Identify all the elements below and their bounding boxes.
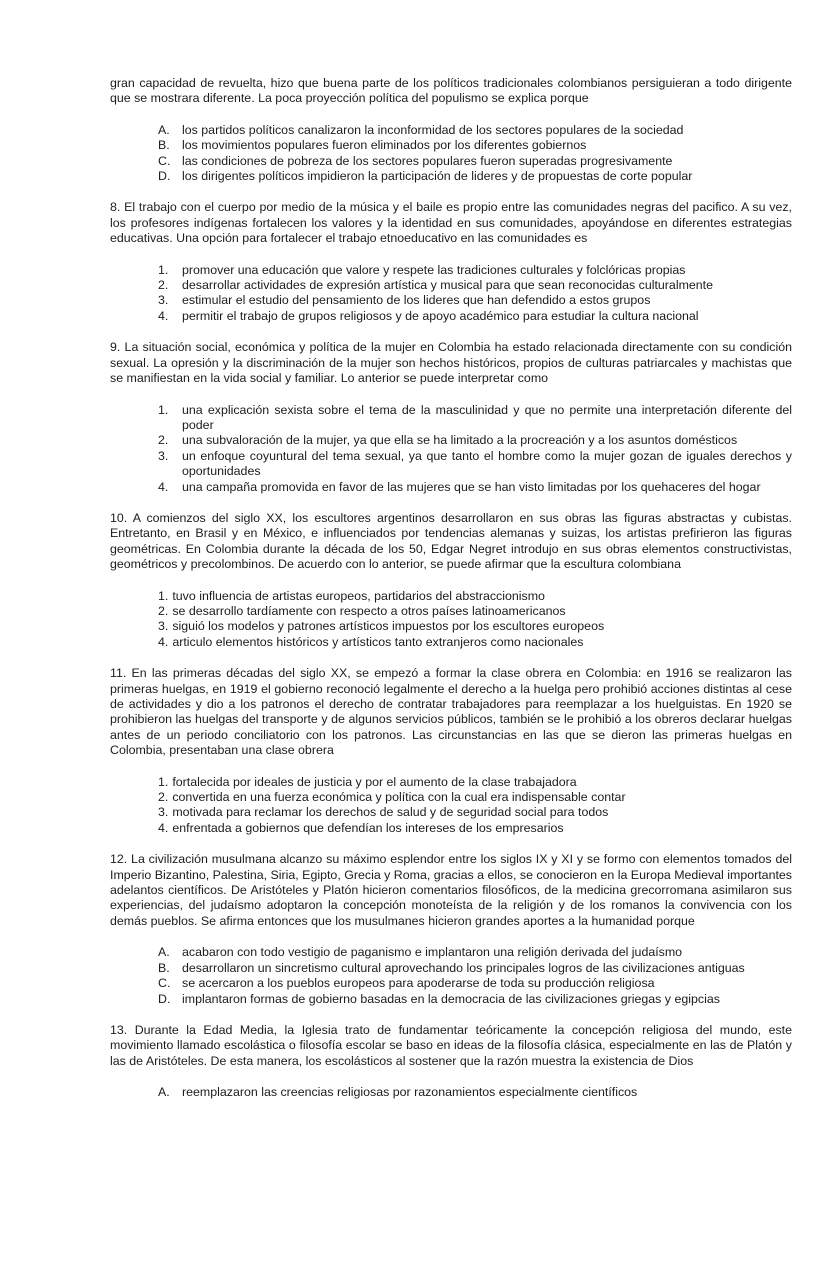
option-label: 1. [158, 774, 169, 789]
option-3 [158, 449, 792, 480]
option-label: D. [158, 991, 171, 1006]
option-c [158, 976, 792, 991]
option-label: 4. [158, 479, 169, 494]
option-text: promover una educación que valore y respete las tradiciones culturales y folclóricas propias [182, 262, 686, 277]
option-3 [158, 805, 792, 820]
option-label: 3. [158, 619, 169, 634]
option-text: una subvaloración de la mujer, ya que ella se ha limitado a la procreación y a los asuntos domésticos [182, 433, 738, 448]
option-label: 1. [158, 402, 169, 417]
option-4 [158, 309, 792, 324]
question-11: 11. En las primeras décadas del siglo XX, se empezó a formar la clase obrera en Colombia: en 1916 se realizaron las primeras huelgas, en 1919 el gobierno reconoció legalmente el derecho a la huelga pero prohibió acciones distintas al cese de actividades y dio a los patronos el derecho de contratar trabajadores para reemplazar a los huelguistas. En 1920 se prohibieron las huelgas del transporte y de algunos servicios públicos, también se le prohibió a los obreros declarar huelgas antes de un periodo conciliatorio con los patronos. Las circunstancias en las que se dieron las primeras huelgas en Colombia, presentaban una clase obrera [110, 666, 792, 758]
option-label: 3. [158, 293, 169, 308]
question-10-options [110, 589, 792, 651]
option-text: se acercaron a los pueblos europeos para apoderarse de toda su producción religiosa [182, 976, 655, 991]
option-4 [158, 635, 792, 650]
question-13-options [110, 1085, 792, 1100]
option-label: 2. [158, 790, 169, 805]
option-1 [158, 263, 792, 278]
option-3 [158, 619, 792, 634]
option-text: articulo elementos históricos y artísticos tanto extranjeros como nacionales [172, 634, 584, 649]
option-label: 3. [158, 805, 169, 820]
question-12-options [110, 945, 792, 1007]
option-label: A. [158, 945, 170, 960]
option-label: C. [158, 976, 171, 991]
option-label: 2. [158, 433, 169, 448]
question-9-options [110, 403, 792, 495]
option-text: los dirigentes políticos impidieron la participación de lideres y de propuestas de corte popular [182, 169, 693, 184]
option-2 [158, 790, 792, 805]
option-text: desarrollar actividades de expresión artística y musical para que sean reconocidas culturalmente [182, 278, 714, 293]
option-text: reemplazaron las creencias religiosas por razonamientos especialmente científicos [182, 1085, 638, 1100]
option-c [158, 154, 792, 169]
option-label: C. [158, 153, 171, 168]
option-3 [158, 293, 792, 308]
option-d [158, 992, 792, 1007]
option-text: implantaron formas de gobierno basadas en la democracia de las civilizaciones griegas y egipcias [182, 991, 720, 1006]
option-a [158, 945, 792, 960]
option-text: convertida en una fuerza económica y política con la cual era indispensable contar [172, 790, 626, 805]
option-label: 2. [158, 603, 169, 618]
option-text: tuvo influencia de artistas europeos, partidarios del abstraccionismo [172, 588, 545, 603]
option-d [158, 169, 792, 184]
question-8-options [110, 263, 792, 325]
question-12: 12. La civilización musulmana alcanzo su máximo esplendor entre los siglos IX y XI y se formo con elementos tomados del Imperio Bizantino, Palestina, Siria, Egipto, Grecia y Roma, gracias a ellos, se conocieron en la Europa Medieval importantes adelantos científicos. De Aristóteles y Platón hicieron comentarios filosóficos, de la medicina grecorromana asimilaron sus experiencias, del judaísmo adoptaron la concepción monoteísta de la religión y de los romanos la convivencia con los demás pueblos. Se afirma entonces que los musulmanes hicieron grandes aportes a la humanidad porque [110, 852, 792, 928]
option-label: 1. [158, 262, 169, 277]
option-text: una explicación sexista sobre el tema de la masculinidad y que no permite una interpretación diferente del poder [182, 402, 792, 432]
option-text: acabaron con todo vestigio de paganismo e implantaron una religión derivada del judaísmo [182, 945, 683, 960]
option-2 [158, 278, 792, 293]
option-text: los partidos políticos canalizaron la inconformidad de los sectores populares de la sociedad [182, 122, 684, 137]
option-4 [158, 480, 792, 495]
option-a [158, 1085, 792, 1100]
option-text: enfrentada a gobiernos que defendían los intereses de los empresarios [172, 820, 564, 835]
option-b [158, 138, 792, 153]
option-2 [158, 433, 792, 448]
question-8: 8. El trabajo con el cuerpo por medio de la música y el baile es propio entre las comunidades negras del pacifico. A su vez, los profesores indígenas fortalecen los valores y la identidad en sus comunidades, apoyándose en diferentes estrategias educativas. Una opción para fortalecer el trabajo etnoeducativo en las comunidades es [110, 200, 792, 246]
option-1 [158, 589, 792, 604]
option-text: desarrollaron un sincretismo cultural aprovechando los principales logros de las civilizaciones antiguas [182, 960, 745, 975]
option-text: estimular el estudio del pensamiento de los lideres que han defendido a estos grupos [182, 293, 651, 308]
question-10: 10. A comienzos del siglo XX, los escultores argentinos desarrollaron en sus obras las figuras abstractas y cubistas. Entretanto, en Brasil y en México, e influenciados por tendencias alemanas y suizas, los artistas prefirieron las figuras geométricas. En Colombia durante la década de los 50, Edgar Negret introdujo en sus obras elementos constructivistas, geométricos y precolombinos. De acuerdo con lo anterior, se puede afirmar que la escultura colombiana [110, 510, 792, 572]
intro-options [110, 123, 792, 185]
option-text: siguió los modelos y patrones artísticos impuestos por los escultores europeos [172, 619, 605, 634]
option-text: permitir el trabajo de grupos religiosos y de apoyo académico para estudiar la cultura nacional [182, 308, 699, 323]
option-label: 1. [158, 588, 169, 603]
option-label: 4. [158, 634, 169, 649]
question-11-options [110, 775, 792, 837]
option-label: B. [158, 960, 170, 975]
option-a [158, 123, 792, 138]
option-1 [158, 775, 792, 790]
intro-paragraph: gran capacidad de revuelta, hizo que buena parte de los políticos tradicionales colombianos persiguieran a todo dirigente que se mostrara diferente. La poca proyección política del populismo se explica porque [110, 76, 792, 106]
option-4 [158, 821, 792, 836]
option-text: una campaña promovida en favor de las mujeres que se han visto limitadas por los quehaceres del hogar [182, 479, 761, 494]
option-1 [158, 403, 792, 434]
question-13: 13. Durante la Edad Media, la Iglesia trato de fundamentar teóricamente la concepción religiosa del mundo, este movimiento llamado escolástica o filosofía escolar se baso en ideas de la filosofía clásica, especialmente en las de Platón y las de Aristóteles. De esta manera, los escolásticos al sostener que la razón muestra la existencia de Dios [110, 1022, 792, 1068]
option-label: 4. [158, 308, 169, 323]
option-label: 2. [158, 278, 169, 293]
question-9: 9. La situación social, económica y política de la mujer en Colombia ha estado relacionada directamente con su condición sexual. La opresión y la discriminación de la mujer son hechos históricos, propios de culturas patriarcales y machistas que se manifiestan en la vida social y familiar. Lo anterior se puede interpretar como [110, 340, 792, 386]
option-label: 3. [158, 448, 169, 463]
option-b [158, 961, 792, 976]
option-text: motivada para reclamar los derechos de salud y de seguridad social para todos [172, 805, 609, 820]
option-text: las condiciones de pobreza de los sectores populares fueron superadas progresivamente [182, 153, 673, 168]
option-text: se desarrollo tardíamente con respecto a otros países latinoamericanos [172, 603, 566, 618]
option-label: 4. [158, 820, 169, 835]
option-2 [158, 604, 792, 619]
option-label: A. [158, 1085, 170, 1100]
option-label: A. [158, 122, 170, 137]
option-text: un enfoque coyuntural del tema sexual, ya que tanto el hombre como la mujer gozan de iguales derechos y oportunidades [182, 448, 792, 479]
option-label: D. [158, 169, 171, 184]
option-text: fortalecida por ideales de justicia y por el aumento de la clase trabajadora [172, 774, 577, 789]
option-text: los movimientos populares fueron eliminados por los diferentes gobiernos [182, 138, 587, 153]
option-label: B. [158, 138, 170, 153]
